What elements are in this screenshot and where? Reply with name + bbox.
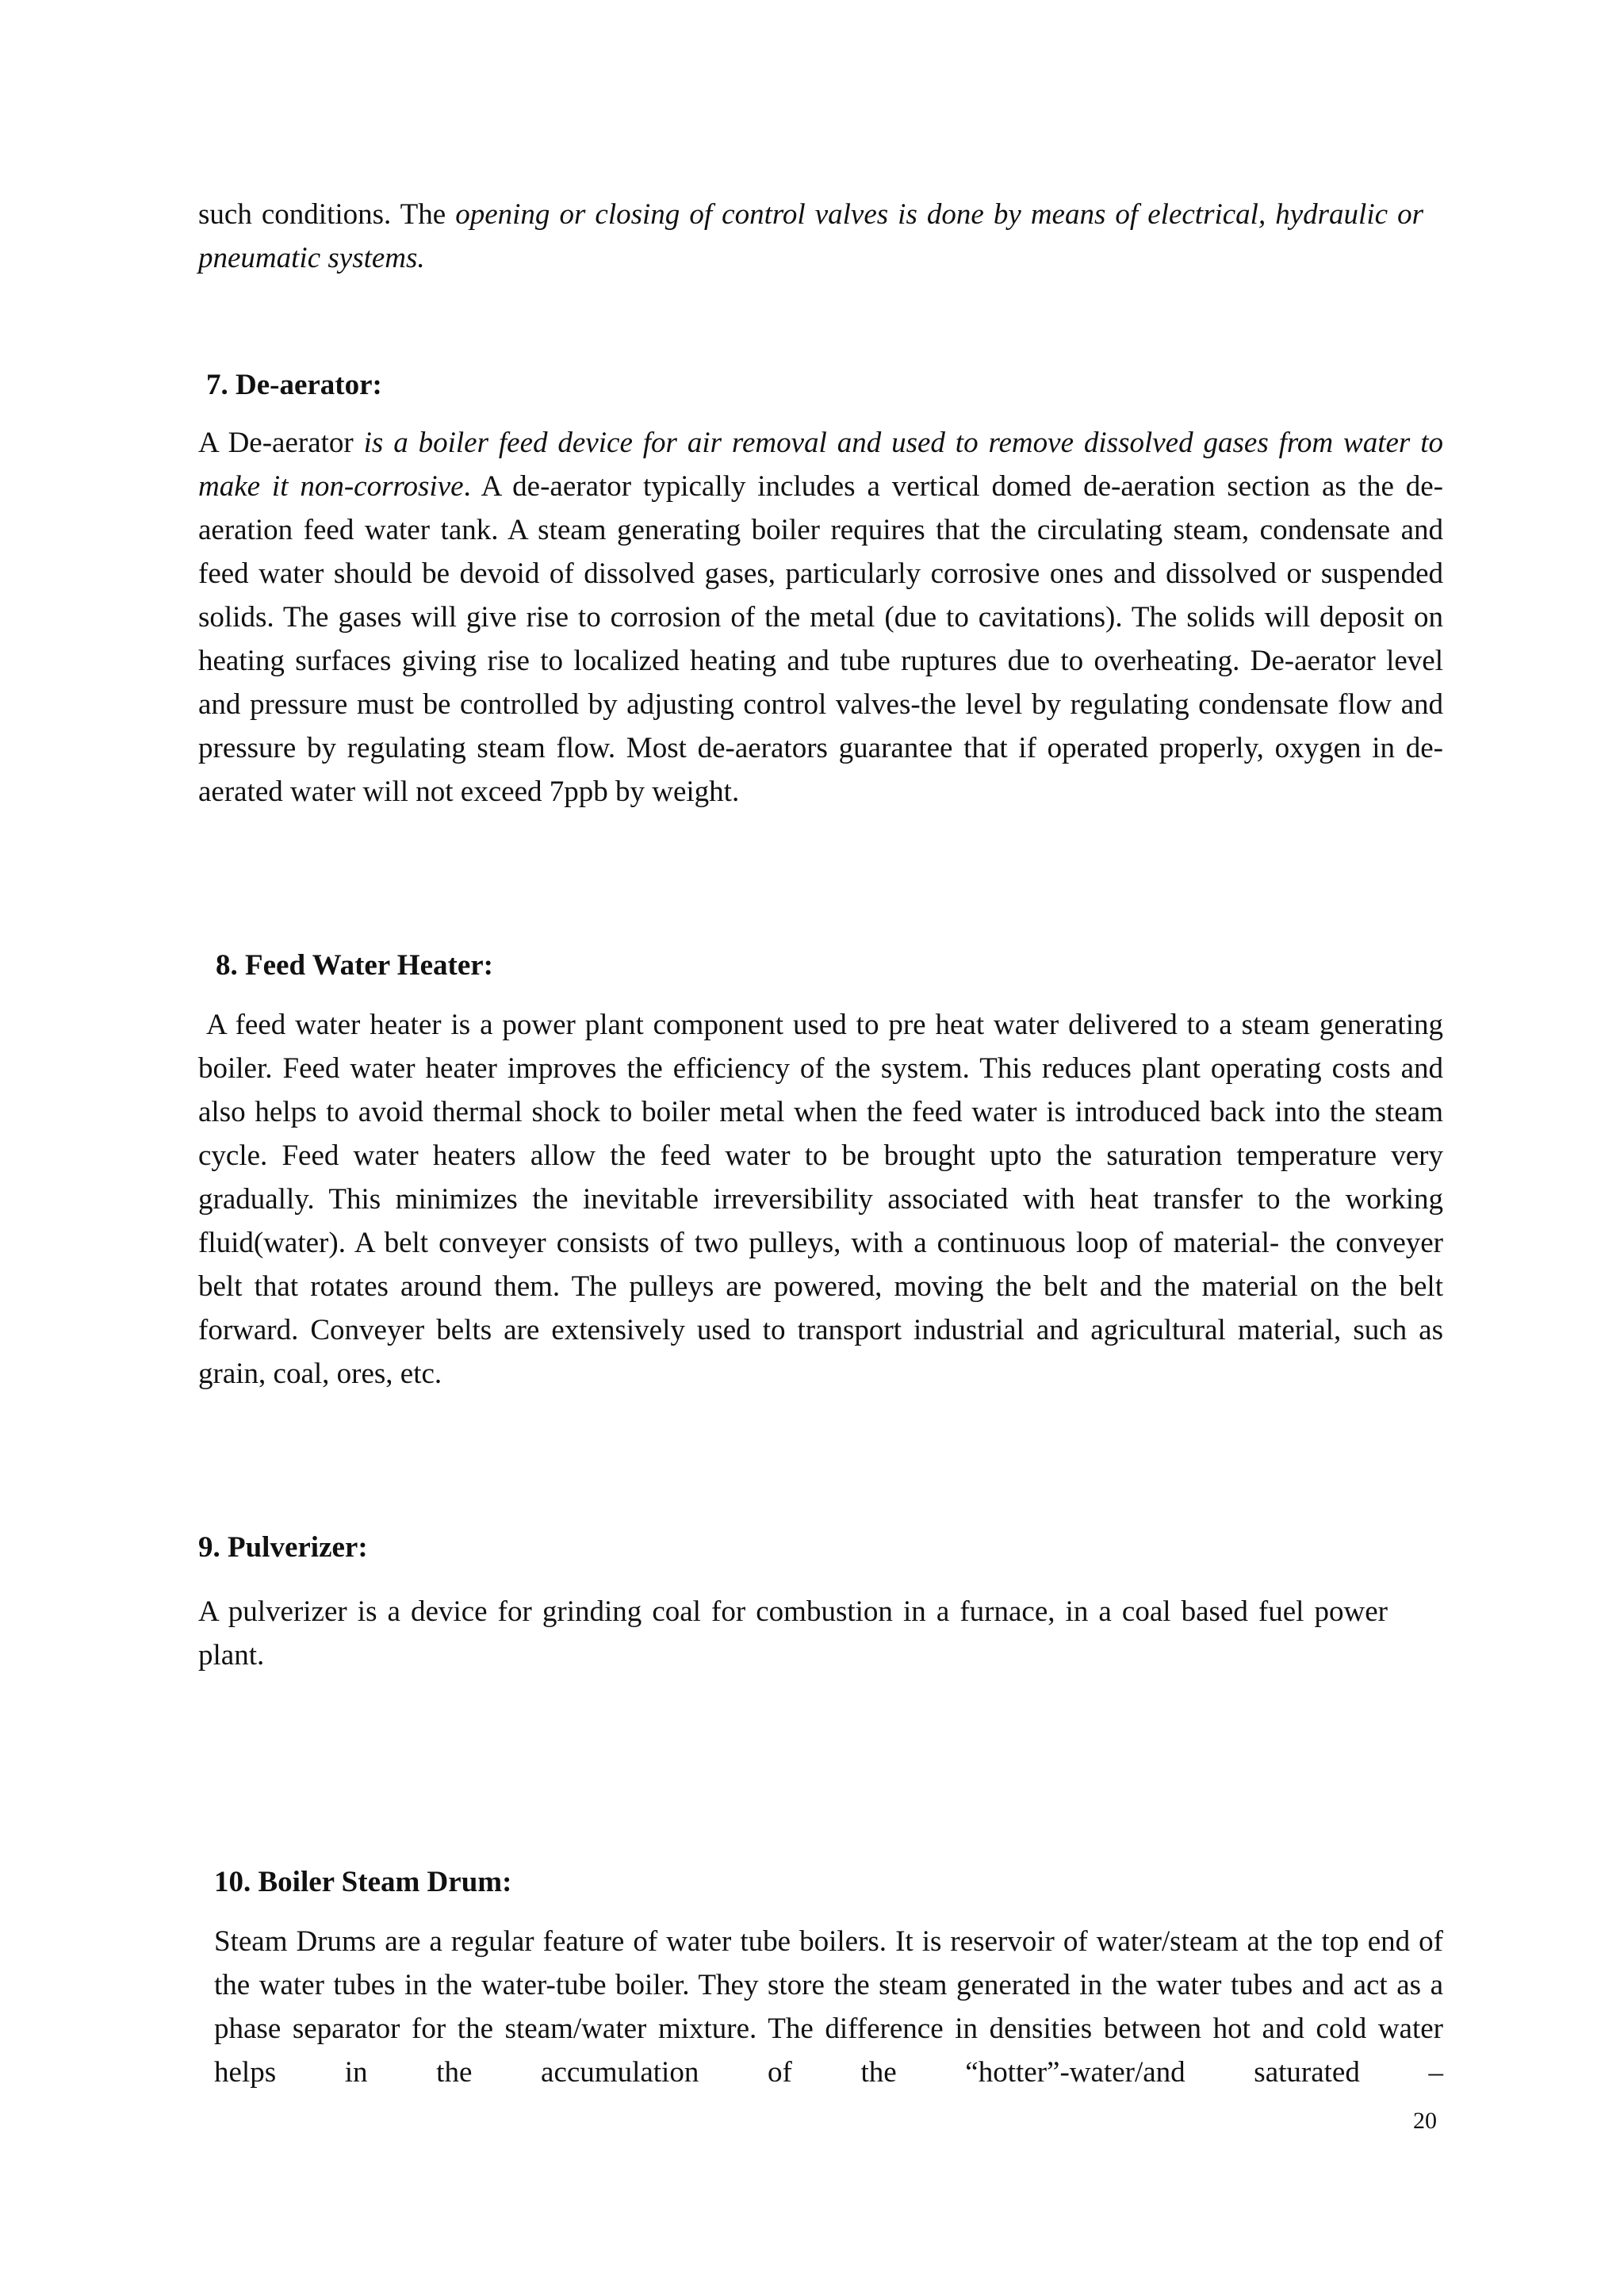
section-body-pulverizer: A pulverizer is a device for grinding coal for combustion in a furnace, in a coal based fuel power plant.: [198, 1595, 1388, 1672]
de-aerator-definition: is a boiler feed device for air removal and used to remove dissolved gases from water to make it non-corrosive: [198, 427, 1443, 503]
section-body-de-aerator: [198, 421, 1443, 814]
section-body-boiler-steam-drum: Steam Drums are a regular feature of water tube boilers. It is reservoir of water/steam at the top end of the water tubes in the water-tube boiler. They store the steam generated in the water tubes and act as a phase separator for the steam/water mixture. The difference in densities between hot and cold water helps in the accumulation of the “hotter”-water/and saturated –: [214, 1925, 1443, 2089]
intro-text: such conditions. The: [198, 198, 456, 231]
section-body-feed-water-heater: A feed water heater is a power plant component used to pre heat water delivered to a steam generating boiler. Feed water heater improves the efficiency of the system. This reduces plant operating costs and also helps to avoid thermal shock to boiler metal when the feed water is introduced back into the steam cycle. Feed water heaters allow the feed water to be brought upto the saturation temperature very gradually. This minimizes the inevitable irreversibility associated with heat transfer to the working fluid(water). A belt conveyer consists of two pulleys, with a continuous loop of material- the conveyer belt that rotates around them. The pulleys are powered, moving the belt and the material on the belt forward. Conveyer belts are extensively used to transport industrial and agricultural material, such as grain, coal, ores, etc.: [198, 1009, 1443, 1390]
section-heading-pulverizer: 9. Pulverizer:: [198, 1531, 368, 1564]
section-heading-feed-water-heater: 8. Feed Water Heater:: [216, 949, 494, 982]
section-heading-boiler-steam-drum: 10. Boiler Steam Drum:: [214, 1866, 512, 1898]
intro-paragraph: [198, 193, 1423, 280]
de-aerator-lead: A De-aerator: [198, 427, 364, 459]
page-number: 20: [1413, 2108, 1437, 2134]
de-aerator-text: . A de-aerator typically includes a vertical domed de-aeration section as the de-aeration feed water tank. A steam generating boiler requires that the circulating steam, condensate and feed water should be devoid of dissolved gases, particularly corrosive ones and dissolved or suspended solids. The gases will give rise to corrosion of the metal (due to cavitations). The solids will deposit on heating surfaces giving rise to localized heating and tube ruptures due to overheating. De-aerator level and pressure must be controlled by adjusting control valves-the level by regulating condensate flow and pressure by regulating steam flow. Most de-aerators guarantee that if operated properly, oxygen in de-aerated water will not exceed 7ppb by weight.: [198, 470, 1443, 808]
section-heading-de-aerator: 7. De-aerator:: [206, 369, 382, 401]
intro-italic-text: opening or closing of control valves is done by means of electrical, hydraulic or pneumatic systems.: [198, 198, 1423, 274]
